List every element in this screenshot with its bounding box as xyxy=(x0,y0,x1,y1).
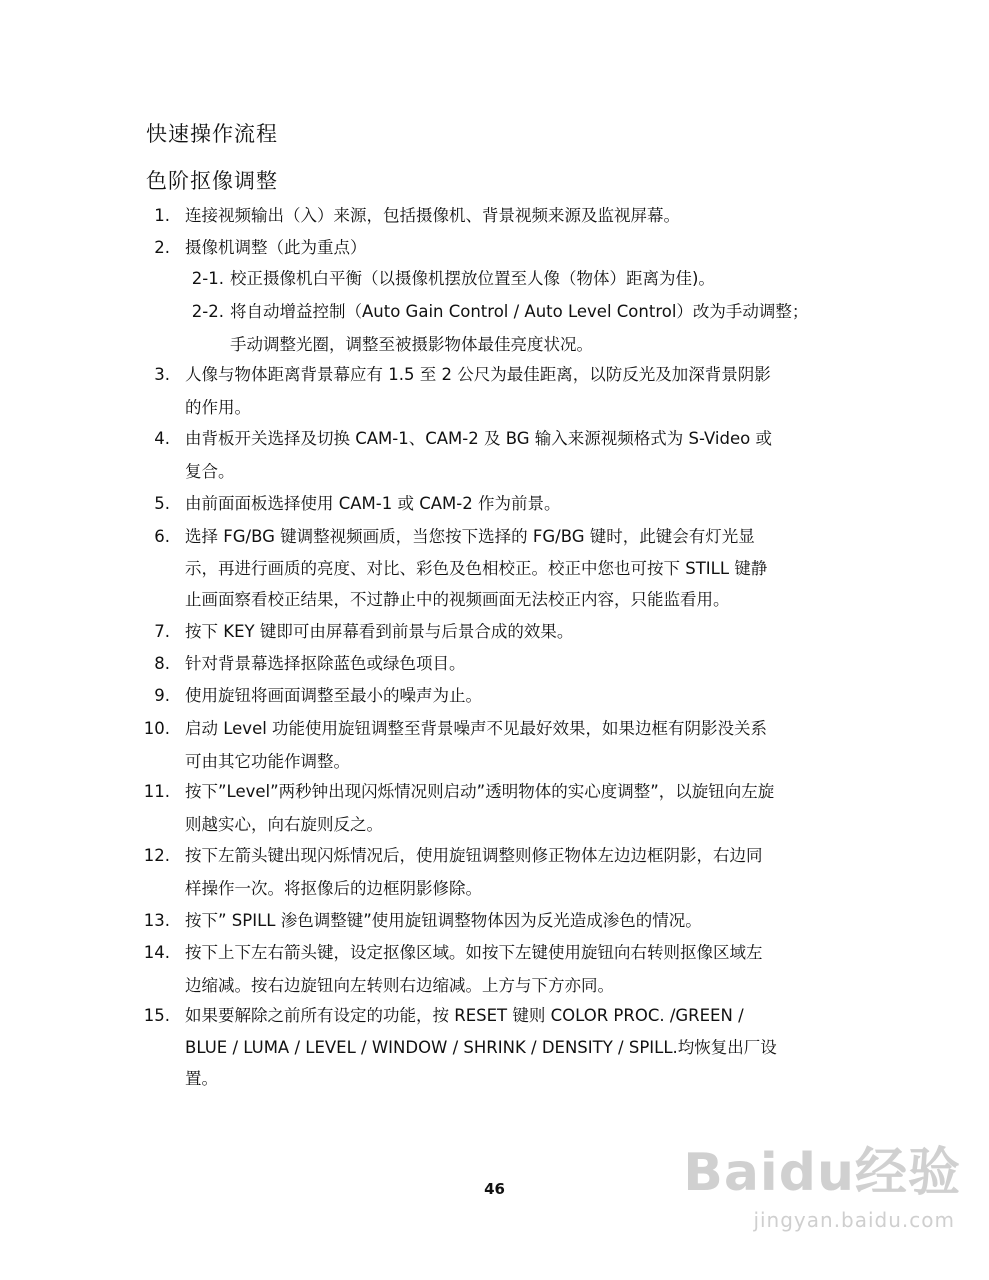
list-item-text: 按下上下左右箭头键，设定抠像区域。如按下左键使用旋钮向右转则抠像区域左 xyxy=(185,943,763,962)
list-item-text: BLUE / LUMA / LEVEL / WINDOW / SHRINK / DENSITY / SPILL.均恢复出厂设 xyxy=(185,1037,777,1057)
list-item-number: 4. xyxy=(154,429,170,448)
baidu-watermark xyxy=(683,1130,961,1260)
list-item-number: 12. xyxy=(143,846,170,865)
list-item-number: 5. xyxy=(154,494,170,513)
list-item-number: 2-1. xyxy=(191,269,224,288)
list-item-text: 按下” SPILL 渗色调整键”使用旋钮调整物体因为反光造成渗色的情况。 xyxy=(185,911,702,930)
list-item-text: 连接视频输出（入）来源，包括摄像机、背景视频来源及监视屏幕。 xyxy=(185,206,680,225)
list-item-text: 复合。 xyxy=(185,462,235,481)
list-item-number: 14. xyxy=(143,943,170,962)
page-number: 46 xyxy=(484,1180,505,1198)
list-item-text: 示，再进行画质的亮度、对比、彩色及色相校正。校正中您也可按下 STILL 键静 xyxy=(185,558,768,578)
list-item-number: 2-2. xyxy=(191,302,224,321)
list-item-number: 2. xyxy=(154,238,170,257)
list-item-text: 如果要解除之前所有设定的功能，按 RESET 键则 COLOR PROC. /GREEN / xyxy=(185,1006,744,1025)
list-item-text: 由前面面板选择使用 CAM-1 或 CAM-2 作为前景。 xyxy=(185,494,561,513)
list-item-number: 13. xyxy=(143,911,170,930)
baidu-logo xyxy=(683,1130,961,1205)
list-item-text: 手动调整光圈，调整至被摄影物体最佳亮度状况。 xyxy=(230,335,593,354)
list-item-number: 3. xyxy=(154,365,170,384)
list-item-number: 7. xyxy=(154,622,170,641)
list-item-text: 样操作一次。将抠像后的边框阴影修除。 xyxy=(185,879,482,898)
list-item-text: 按下左箭头键出现闪烁情况后，使用旋钮调整则修正物体左边边框阴影，右边同 xyxy=(185,846,763,865)
list-item-text: 选择 FG/BG 键调整视频画质，当您按下选择的 FG/BG 键时，此键会有灯光显 xyxy=(185,527,755,546)
list-item-text: 边缩减。按右边旋钮向左转则右边缩减。上方与下方亦同。 xyxy=(185,976,614,995)
list-item-number: 11. xyxy=(143,782,170,801)
list-item-text: 按下”Level”两秒钟出现闪烁情况则启动”透明物体的实心度调整”，以旋钮向左旋 xyxy=(185,782,775,801)
list-item-text: 由背板开关选择及切换 CAM-1、CAM-2 及 BG 输入来源视频格式为 S-Video 或 xyxy=(185,429,772,448)
watermark-url: jingyan.baidu.com xyxy=(753,1208,955,1232)
list-item-text: 将自动增益控制（Auto Gain Control / Auto Level Control）改为手动调整； xyxy=(230,302,809,321)
list-item-text: 置。 xyxy=(185,1069,218,1088)
list-item-number: 10. xyxy=(143,719,170,738)
list-item-text: 则越实心，向右旋则反之。 xyxy=(185,815,383,834)
subsection-heading: 色阶抠像调整 xyxy=(146,169,278,193)
list-item-number: 8. xyxy=(154,654,170,673)
list-item-text: 止画面察看校正结果，不过静止中的视频画面无法校正内容，只能监看用。 xyxy=(185,590,730,609)
list-item-text: 启动 Level 功能使用旋钮调整至背景噪声不见最好效果，如果边框有阴影没关系 xyxy=(185,719,768,738)
list-item-text: 使用旋钮将画面调整至最小的噪声为止。 xyxy=(185,686,482,705)
list-item-text: 针对背景幕选择抠除蓝色或绿色项目。 xyxy=(185,654,466,673)
list-item-text: 按下 KEY 键即可由屏幕看到前景与后景合成的效果。 xyxy=(185,622,574,641)
baidu-logo-text: Baidu经验 xyxy=(683,1143,961,1203)
list-item-text: 摄像机调整（此为重点） xyxy=(185,238,367,257)
list-item-text: 校正摄像机白平衡（以摄像机摆放位置至人像（物体）距离为佳)。 xyxy=(230,269,715,288)
list-item-text: 的作用。 xyxy=(185,398,251,417)
list-item-number: 1. xyxy=(154,206,170,225)
list-item-number: 15. xyxy=(143,1006,170,1025)
list-item-text: 可由其它功能作调整。 xyxy=(185,752,350,771)
list-item-number: 9. xyxy=(154,686,170,705)
section-heading: 快速操作流程 xyxy=(146,122,278,146)
list-item-number: 6. xyxy=(154,527,170,546)
list-item-text: 人像与物体距离背景幕应有 1.5 至 2 公尺为最佳距离，以防反光及加深背景阴影 xyxy=(185,365,771,384)
